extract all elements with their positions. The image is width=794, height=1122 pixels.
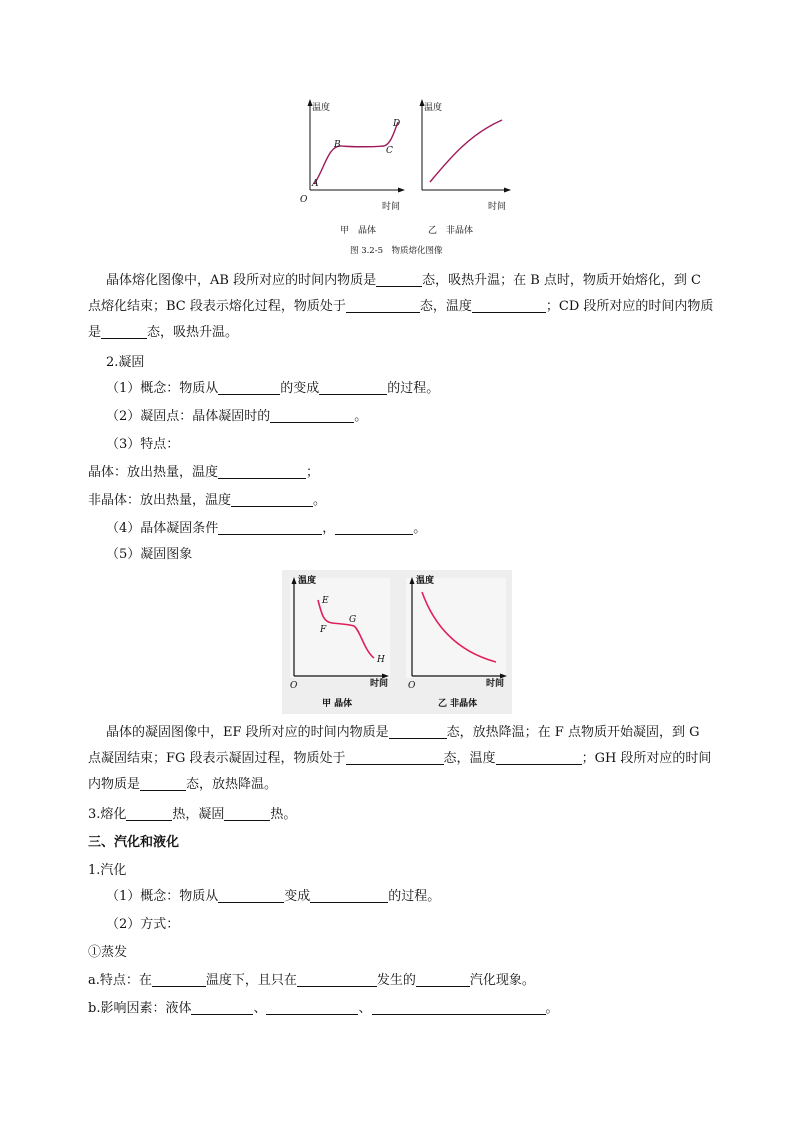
- melting-figure: [290, 96, 520, 256]
- solid-feature: （3）特点：: [106, 437, 180, 452]
- blank-amorphous-temp[interactable]: [231, 490, 313, 507]
- amorphous2-y-label: 温度: [416, 576, 435, 586]
- crystal-origin: O: [300, 195, 308, 205]
- blank-cd-state[interactable]: [101, 322, 147, 339]
- vap-concept: （1）概念：物质从 变成 的过程。: [106, 884, 746, 910]
- solid-image-heading: （5）凝固图象: [106, 547, 193, 562]
- crystal-melting-chart: [300, 99, 405, 236]
- point-a-label: A: [312, 179, 319, 189]
- blank-vap-to[interactable]: [310, 886, 388, 903]
- section-title: 三、汽化和液化: [88, 835, 180, 850]
- blank-ab-state[interactable]: [376, 270, 422, 287]
- amorphous2-caption: 乙 非晶体: [438, 699, 478, 709]
- blank-factor-2[interactable]: [266, 998, 358, 1015]
- solid-concept: （1）概念：物质从 的变成 的过程。: [106, 376, 746, 402]
- blank-fg-temp[interactable]: [496, 748, 582, 765]
- blank-vap-from[interactable]: [218, 886, 284, 903]
- solid-point: （2）凝固点：晶体凝固时的 。: [106, 404, 746, 430]
- crystal2-origin: O: [290, 681, 298, 691]
- amorphous-x-label: 时间: [488, 202, 507, 212]
- blank-crystal-temp[interactable]: [218, 462, 306, 479]
- melting-description-2: 点熔化结束；BC 段表示熔化过程，物质处于 态，温度 ；CD 段所对应的时间内物质: [88, 294, 728, 320]
- solidification-description-3: 内物质是 态，放热降温。: [88, 772, 728, 798]
- melting-description-3: 是 态，吸热升温。: [88, 320, 728, 346]
- blank-evap-where[interactable]: [297, 970, 377, 987]
- amorphous2-x-label: 时间: [486, 679, 505, 689]
- solidification-heading: 2.凝固: [106, 355, 145, 370]
- blank-condition-1[interactable]: [218, 518, 322, 535]
- solid-crystal: 晶体：放出热量，温度 ；: [88, 460, 728, 486]
- blank-gh-state[interactable]: [140, 774, 186, 791]
- blank-condition-2[interactable]: [335, 518, 413, 535]
- crystal2-caption: 甲 晶体: [322, 699, 353, 709]
- blank-factor-3[interactable]: [372, 998, 546, 1015]
- blank-factor-1[interactable]: [191, 998, 253, 1015]
- solidification-description: 晶体的凝固图像中，EF 段所对应的时间内物质是 态，放热降温；在 F 点物质开始凝固，到 G: [88, 720, 728, 746]
- solid-condition: （4）晶体凝固条件 ， 。: [106, 516, 746, 542]
- crystal2-y-label: 温度: [298, 576, 317, 586]
- crystal-y-label: 温度: [312, 103, 331, 113]
- point-d-label: D: [393, 119, 401, 129]
- blank-bc-temp[interactable]: [472, 296, 546, 313]
- evaporation-heading: ①蒸发: [88, 945, 128, 960]
- point-b-label: B: [334, 140, 341, 150]
- vap-methods: （2）方式：: [106, 917, 180, 932]
- amorphous2-origin: O: [408, 681, 416, 691]
- amorphous-melting-chart: [420, 99, 512, 236]
- blank-solid-heat[interactable]: [224, 804, 270, 821]
- evap-feature: a.特点：在 温度下，且只在 发生的 汽化现象。: [88, 968, 728, 994]
- point-h-label: H: [377, 655, 385, 665]
- solidification-figure: [282, 570, 512, 714]
- blank-melt-heat[interactable]: [126, 804, 172, 821]
- blank-concept-to[interactable]: [319, 378, 387, 395]
- point-c-label: C: [386, 146, 393, 156]
- blank-evap-temp[interactable]: [152, 970, 206, 987]
- blank-concept-from[interactable]: [218, 378, 280, 395]
- crystal-caption: 甲 晶体: [340, 226, 377, 236]
- crystal-x-label: 时间: [382, 202, 401, 212]
- point-f-label: F: [320, 625, 327, 635]
- heat-line: 3.熔化 热，凝固 热。: [88, 802, 728, 828]
- blank-fg-state[interactable]: [346, 748, 444, 765]
- figure-caption: 图 3.2-5 物质熔化图像: [350, 246, 443, 256]
- point-e-label: E: [322, 596, 329, 606]
- amorphous-caption: 乙 非晶体: [428, 226, 474, 236]
- blank-ef-state[interactable]: [389, 722, 447, 739]
- point-g-label: G: [349, 615, 357, 625]
- blank-evap-kind[interactable]: [416, 970, 470, 987]
- evap-factors: b.影响因素：液体 、 、 。: [88, 996, 728, 1022]
- solid-amorphous: 非晶体：放出热量，温度 。: [88, 488, 728, 514]
- amorphous-y-label: 温度: [424, 103, 443, 113]
- blank-bc-state[interactable]: [346, 296, 420, 313]
- vaporization-heading: 1.汽化: [88, 863, 127, 878]
- blank-solid-point[interactable]: [270, 406, 354, 423]
- solidification-description-2: 点凝固结束；FG 段表示凝固过程，物质处于 态，温度 ；GH 段所对应的时间: [88, 746, 728, 772]
- crystal2-x-label: 时间: [370, 679, 389, 689]
- melting-description: 晶体熔化图像中，AB 段所对应的时间内物质是 态，吸热升温；在 B 点时，物质开始熔化，到 C: [88, 268, 728, 294]
